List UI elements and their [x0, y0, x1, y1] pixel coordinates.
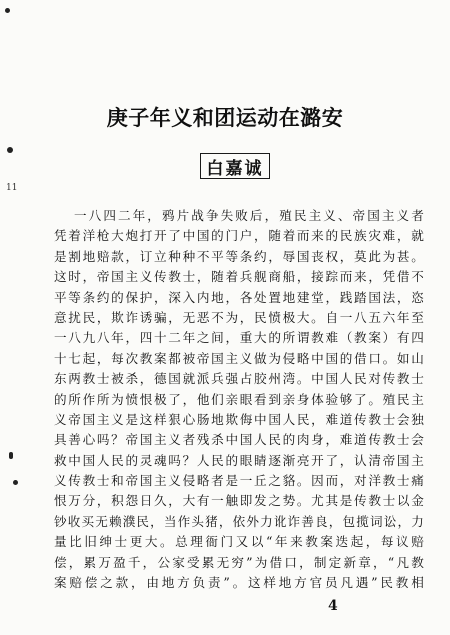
body-line: 东两教士被杀，德国就派兵强占胶州湾。中国人民对传教士: [54, 371, 424, 387]
author-box: [200, 153, 270, 179]
body-line: 义传教士和帝国主义侵略者是一丘之貉。因而，对洋教士痛: [54, 473, 424, 489]
page-number: 4: [328, 598, 338, 614]
body-line: 意扰民，欺诈诱骗，无恶不为，民愤极大。自一八五六年至: [54, 309, 424, 325]
body-line: 一八四二年，鸦片战争失败后，殖民主义、帝国主义者: [74, 208, 424, 223]
body-line: 钞收买无赖濮民，当作头猪，依外力讹诈善良，包揽词讼，力: [54, 513, 424, 529]
ink-speck-top-left: [5, 8, 10, 13]
body-line: 案赔偿之款，由地方负责”。这样地方官员凡遇”民教相: [54, 575, 424, 591]
article-body: [54, 206, 424, 593]
body-line: 这时，帝国主义传教士，随着兵舰商船，接踪而来，凭借不: [54, 269, 424, 285]
body-line: 十七起，每次教案都被帝国主义做为侵略中国的借口。如山: [54, 350, 424, 366]
article-title: 庚子年义和团运动在潞安: [106, 105, 344, 130]
body-line: 义帝国主义是这样狠心肠地欺侮中国人民，难道传教士会独: [54, 411, 424, 427]
author-name: 白嘉诚: [206, 158, 264, 179]
body-line: 是割地赔款，订立种种不平等条约，辱国丧权，莫此为甚。: [54, 248, 424, 264]
ink-speck-left-bottom: [13, 480, 18, 485]
body-line: 平等条约的保护，深入内地，各处置地建堂，践踏国法，恣: [54, 289, 424, 305]
body-line: 的所作所为愤恨极了，他们亲眼看到亲身体验够了。殖民主: [54, 391, 424, 407]
body-line: 偿，累万盈千，公家受累无穷”为借口，制定新章，“凡教: [54, 554, 424, 570]
ink-speck-left-mid: [7, 147, 13, 153]
body-line: 救中国人民的灵魂吗？人民的眼睛逐渐亮开了，认清帝国主: [54, 452, 424, 468]
body-line: 一八九八年，四十二年之间，重大的所谓教难（教案）有四: [54, 330, 424, 346]
margin-mark: 11: [6, 183, 18, 193]
body-line: 具善心吗？帝国主义者残杀中国人民的肉身，难道传教士会: [54, 432, 424, 448]
body-line: 恨万分，积怨日久，大有一触即发之势。尤其是传教士以金: [54, 493, 424, 509]
body-line: 凭着洋枪大炮打开了中国的门户，随着而来的民族灾难，就: [54, 228, 424, 244]
ink-speck-left-low: [9, 452, 13, 459]
body-line: 量比旧绅士更大。总理衙门又以“年来教案迭起，每议赔: [54, 534, 424, 550]
